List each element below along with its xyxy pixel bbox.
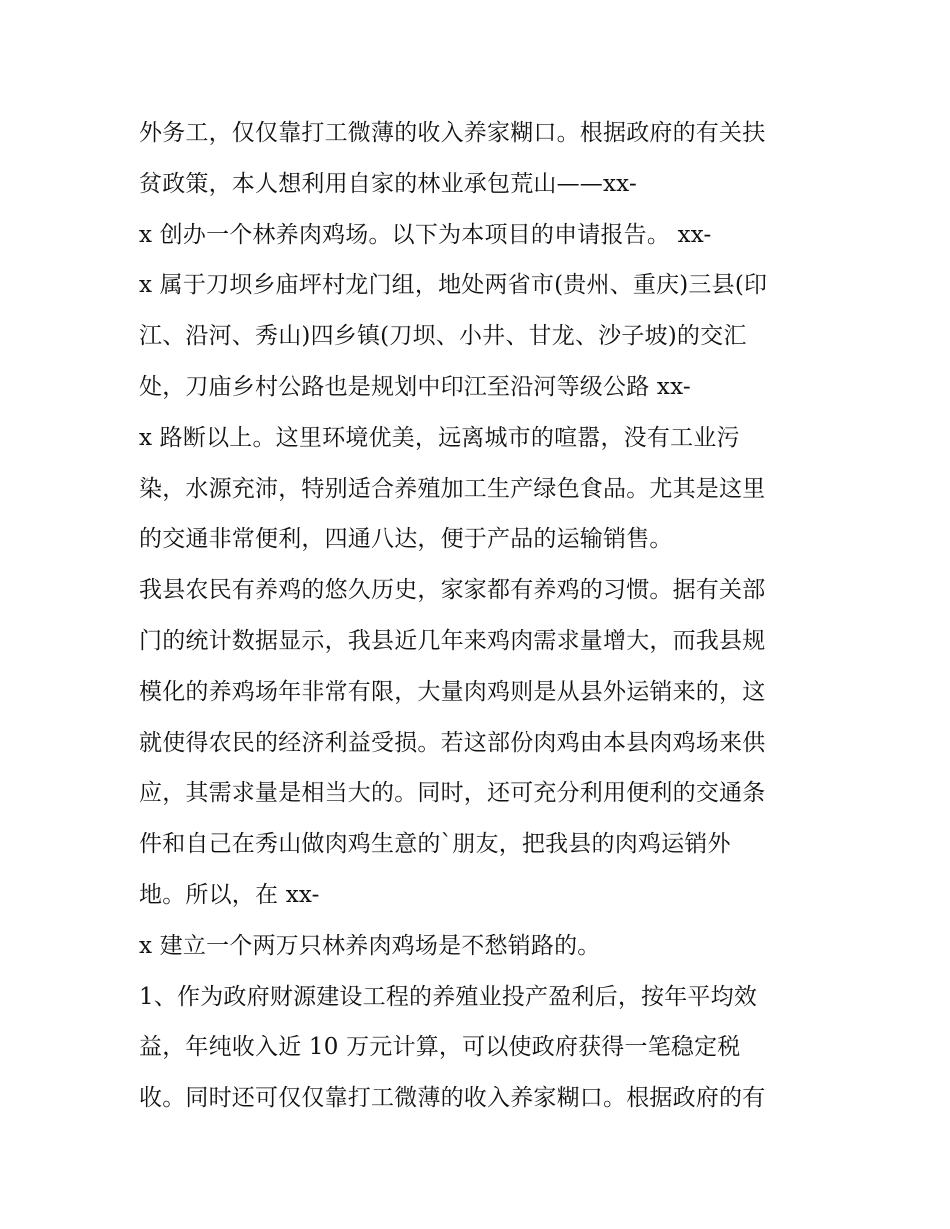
text-line: 外务工，仅仅靠打工微薄的收入养家糊口。根据政府的有关扶 [139,120,766,146]
text-line: 1、作为政府财源建设工程的养殖业投产盈利后，按年平均效 [139,983,758,1010]
text-line: 收。同时还可仅仅靠打工微薄的收入养家糊口。根据政府的有 [139,1085,766,1112]
text-line: x 属于刀坝乡庙坪村龙门组，地处两省市(贵州、重庆)三县(印 [139,272,768,299]
body-text [139,108,819,1124]
text-line: x 建立一个两万只林养肉鸡场是不愁销路的。 [139,932,601,959]
text-line: 门的统计数据显示，我县近几年来鸡肉需求量增大，而我县规 [139,627,766,654]
text-line: 地。所以，在 xx- [139,881,320,908]
text-line: 益，年纯收入近 10 万元计算，可以使政府获得一笔稳定税 [139,1034,741,1061]
text-line: 我县农民有养鸡的悠久历史，家家都有养鸡的习惯。据有关部 [139,577,766,604]
text-line: 件和自己在秀山做肉鸡生意的`朋友，把我县的肉鸡运销外 [139,831,731,858]
text-line: 模化的养鸡场年非常有限，大量肉鸡则是从县外运销来的，这 [139,678,766,705]
text-line: 染，水源充沛，特别适合养殖加工生产绿色食品。尤其是这里 [139,475,766,502]
text-line: 应，其需求量是相当大的。同时，还可充分利用便利的交通条 [139,780,766,807]
text-line: x 路断以上。这里环境优美，远离城市的喧嚣，没有工业污 [139,424,740,451]
text-line: 的交通非常便利，四通八达，便于产品的运输销售。 [139,526,673,553]
text-line: x 创办一个林养肉鸡场。以下为本项目的申请报告。 xx- [139,221,712,248]
text-line: 处，刀庙乡村公路也是规划中印江至沿河等级公路 xx- [139,373,691,400]
text-line: 江、沿河、秀山)四乡镇(刀坝、小井、甘龙、沙子坡)的交汇 [139,323,747,350]
text-line: 贫政策，本人想利用自家的林业承包荒山——xx- [139,170,637,197]
text-line: 就使得农民的经济利益受损。若这部份肉鸡由本县肉鸡场来供 [139,729,766,756]
